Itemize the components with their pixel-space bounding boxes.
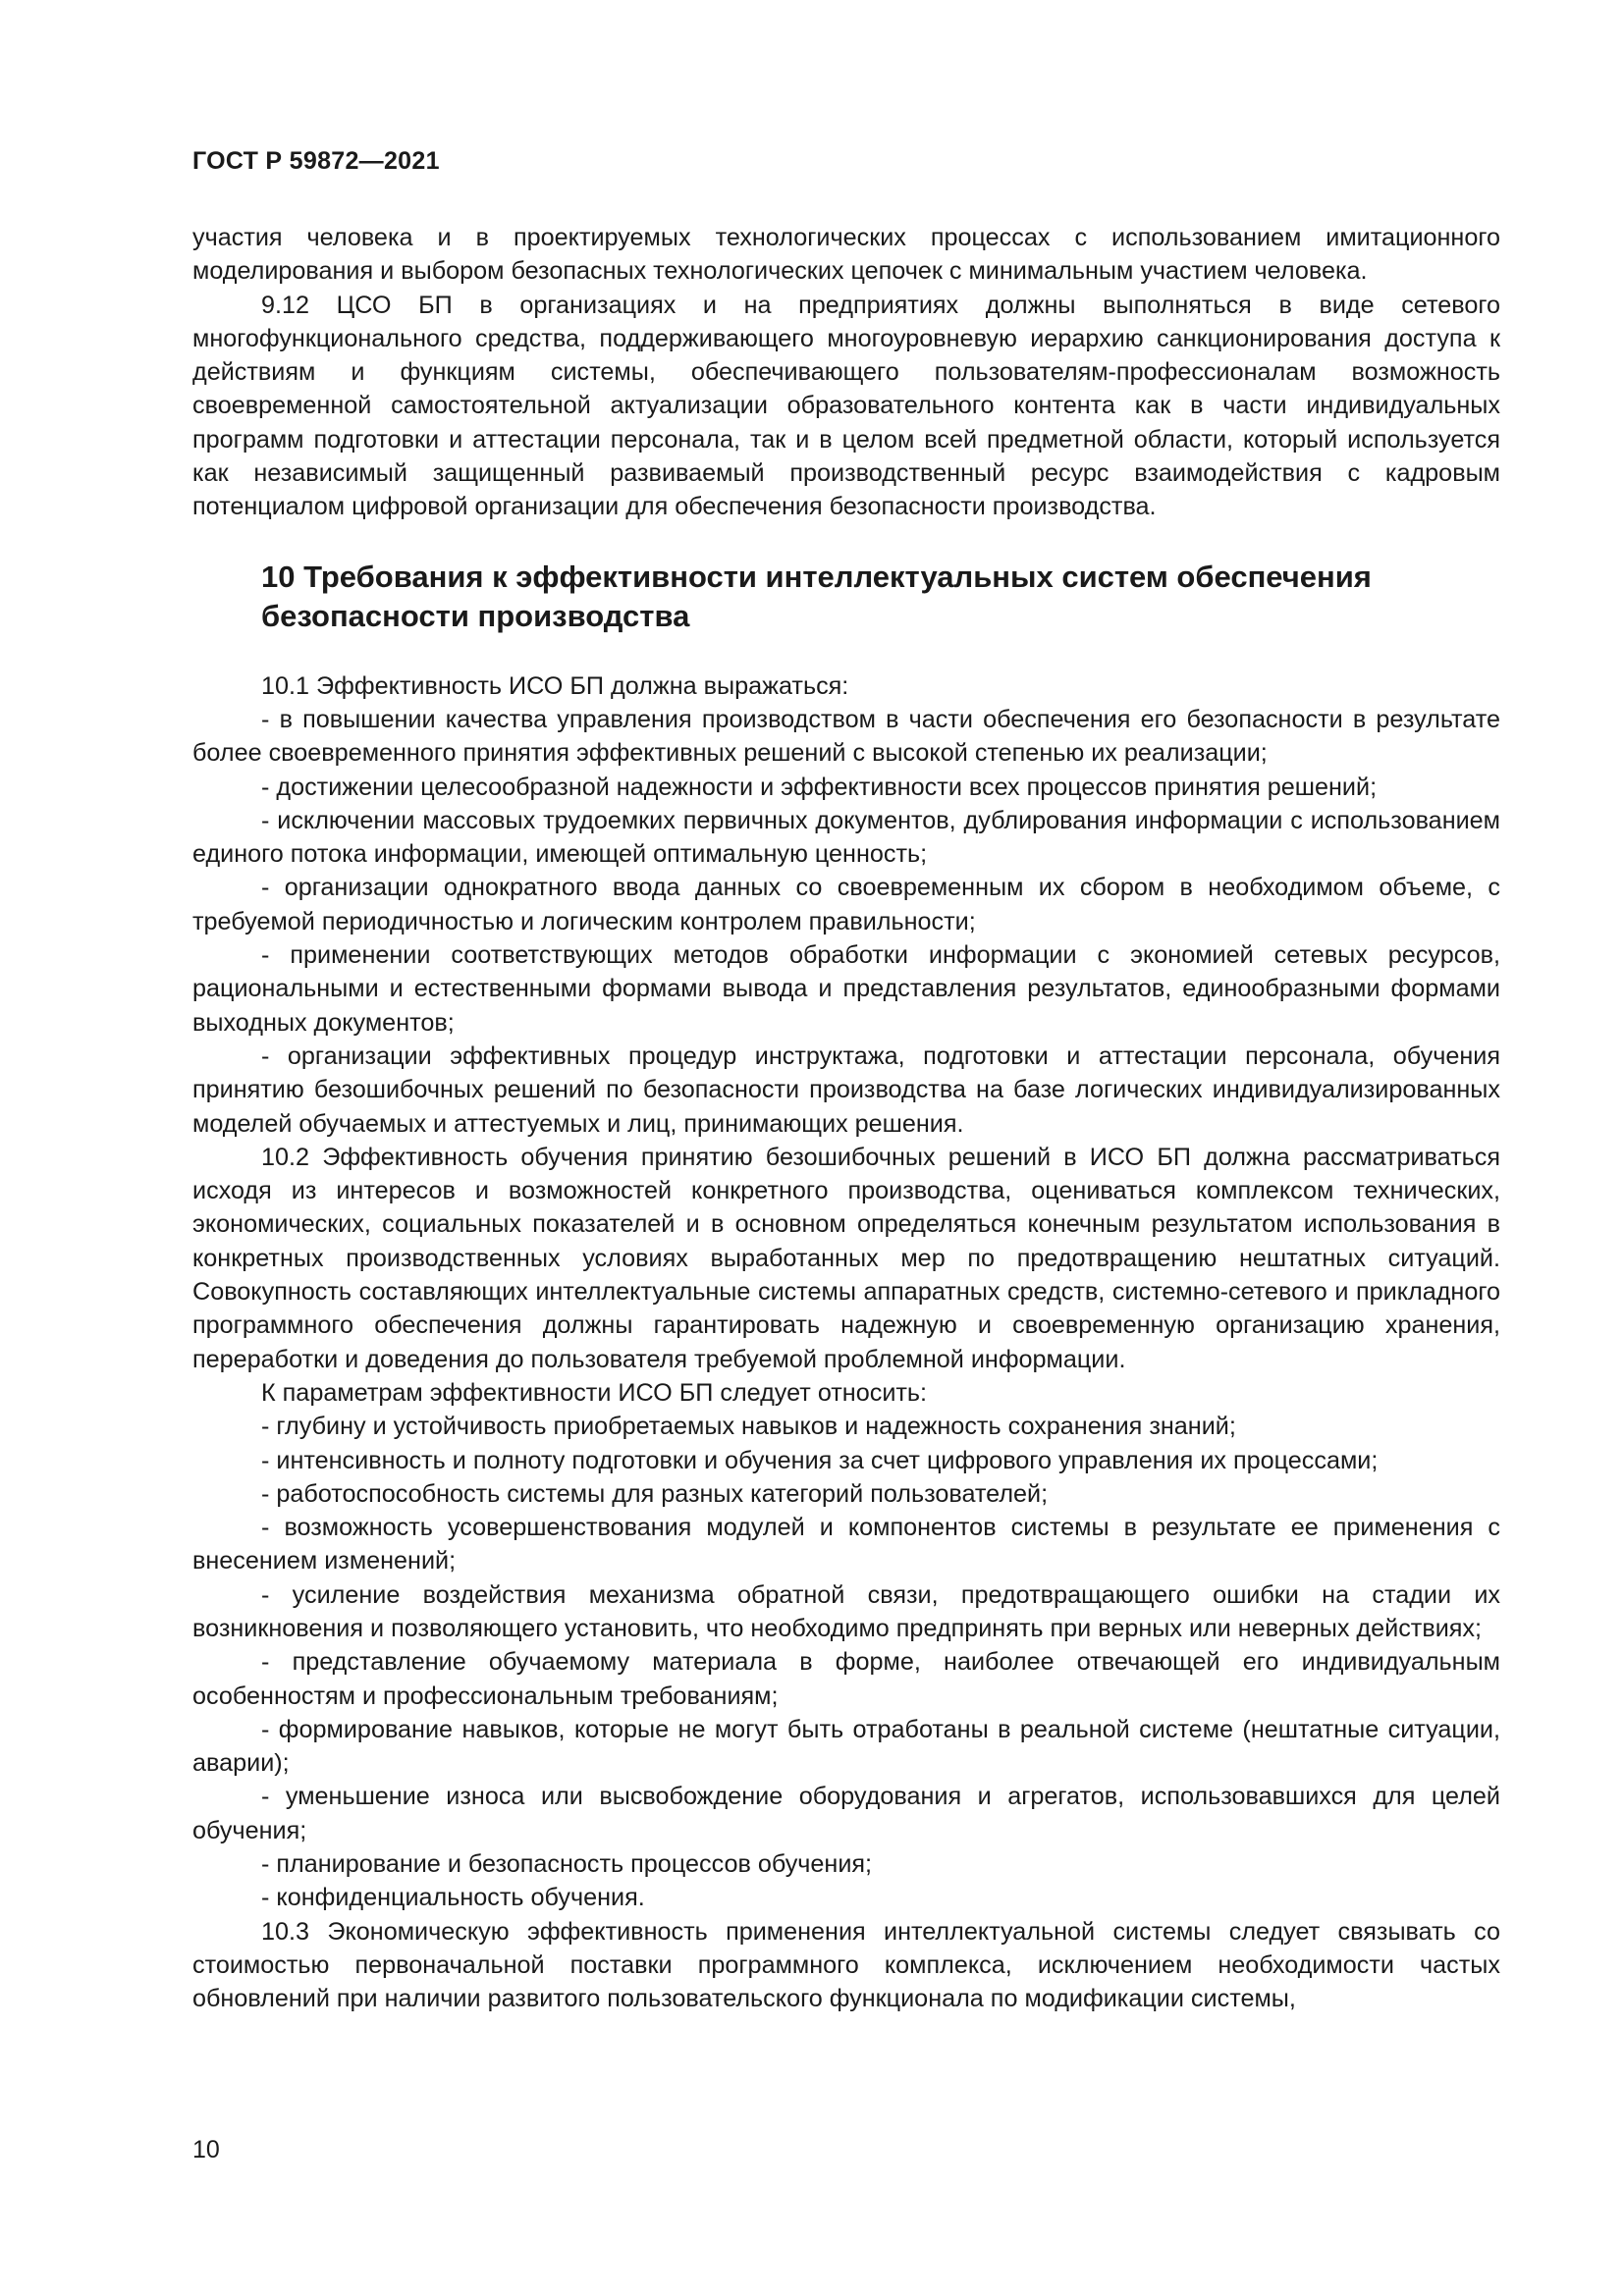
parameter-item: - формирование навыков, которые не могут быть отработаны в реальной системе (нештатные ситуации, аварии); xyxy=(192,1715,1500,1778)
body-text xyxy=(192,221,1500,2016)
parameter-item: - представление обучаемому материала в форме, наиболее отвечающей его индивидуальным особенностям и профессиональным требованиям; xyxy=(192,1648,1500,1710)
standard-code: ГОСТ Р 59872—2021 xyxy=(192,147,440,175)
clause-10-1-item: - достижении целесообразной надежности и эффективности всех процессов принятия решений; xyxy=(261,773,1378,801)
clause-10-3: 10.3 Экономическую эффективность применения интеллектуальной системы следует связывать со стоимостью первоначальной поставки программного комплекса, исключением необходимости частых обновлений при наличии развитого пользовательского функционала по модификации системы, xyxy=(192,1917,1500,2013)
clause-10-1-item: - в повышении качества управления производством в части обеспечения его безопасности в результате более своевременного принятия эффективных решений с высокой степенью их реализации; xyxy=(192,705,1500,768)
clause-10-1-item: - организации эффективных процедур инструктажа, подготовки и аттестации персонала, обучения принятию безошибочных решений по безопасности производства на базе логических индивидуализированных моделей обучаемых и аттестуемых и лиц, принимающих решения. xyxy=(192,1041,1500,1138)
section-10-heading: 10 Требования к эффективности интеллектуальных систем обеспечения безопасности производства xyxy=(261,559,1372,633)
parameters-lead: К параметрам эффективности ИСО БП следует относить: xyxy=(261,1378,928,1407)
clause-10-1-item: - организации однократного ввода данных со своевременным их сбором в необходимом объеме, с требуемой периодичностью и логическим контролем правильности; xyxy=(192,874,1500,935)
paragraph-intro-continuation: участия человека и в проектируемых технологических процессах с использованием имитационного моделирования и выбором безопасных технологических цепочек с минимальным участием человека. xyxy=(192,224,1500,286)
parameter-item: - уменьшение износа или высвобождение оборудования и агрегатов, использовавшихся для целей обучения; xyxy=(192,1783,1500,1844)
clause-10-1-lead: 10.1 Эффективность ИСО БП должна выражаться: xyxy=(261,671,849,700)
parameter-item: - усиление воздействия механизма обратной связи, предотвращающего ошибки на стадии их возникновения и позволяющего установить, что необходимо предпринять при верных или неверных действиях; xyxy=(192,1580,1500,1642)
parameter-item: - планирование и безопасность процессов обучения; xyxy=(261,1850,873,1879)
clause-10-2: 10.2 Эффективность обучения принятию безошибочных решений в ИСО БП должна рассматриваться исходя из интересов и возможностей конкретного производства, оцениваться комплексом технических, экономических, социальных показателей и в основном определяться конечным результатом использования в конкретных производственных условиях выработанных мер по предотвращению нештатных ситуаций. Совокупность составляющих интеллектуальные системы аппаратных средств, системно-сетевого и прикладного программного обеспечения должны гарантировать надежную и своевременную организацию хранения, переработки и доведения до пользователя требуемой проблемной информации. xyxy=(192,1143,1500,1373)
parameter-item: - конфиденциальность обучения. xyxy=(261,1884,645,1912)
paragraph-9-12: 9.12 ЦСО БП в организациях и на предприятиях должны выполняться в виде сетевого многофункционального средства, поддерживающего многоуровневую иерархию санкционирования доступа к действиям и функциям системы, обеспечивающего пользователям-профессионалам возможность своевременной самостоятельной актуализации образовательного контента как в части индивидуальных программ подготовки и аттестации персонала, так и в целом всей предметной области, который используется как независимый защищенный развиваемый производственный ресурс взаимодействия с кадровым потенциалом цифровой организации для обеспечения безопасности производства. xyxy=(192,291,1500,521)
clause-10-1-item: - исключении массовых трудоемких первичных документов, дублирования информации с использованием единого потока информации, имеющей оптимальную ценность; xyxy=(192,806,1500,869)
parameter-item: - интенсивность и полноту подготовки и обучения за счет цифрового управления их процессами; xyxy=(261,1446,1379,1474)
page-number: 10 xyxy=(192,2136,220,2163)
parameter-item: - возможность усовершенствования модулей и компонентов системы в результате ее применения с внесением изменений; xyxy=(192,1514,1500,1575)
clause-10-1-item: - применении соответствующих методов обработки информации с экономией сетевых ресурсов, рациональными и естественными формами вывода и представления результатов, единообразными формами выходных документов; xyxy=(192,941,1500,1037)
parameter-item: - работоспособность системы для разных категорий пользователей; xyxy=(261,1479,1049,1508)
parameter-item: - глубину и устойчивость приобретаемых навыков и надежность сохранения знаний; xyxy=(261,1413,1236,1441)
